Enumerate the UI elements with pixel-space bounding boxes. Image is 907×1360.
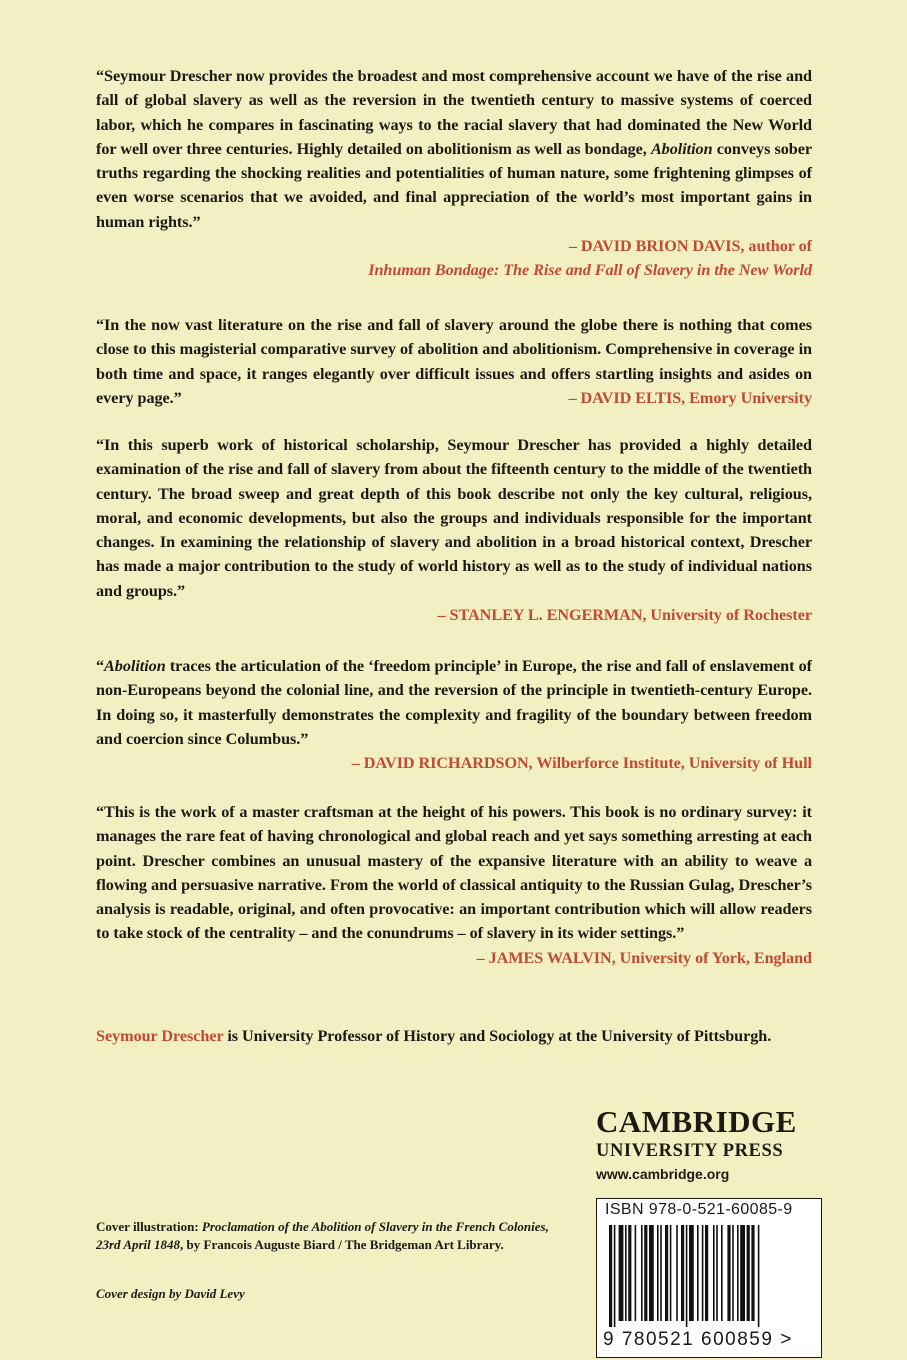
barcode-bar — [665, 1225, 668, 1321]
quote-text: “This is the work of a master craftsman at the height of his powers. This book is no ordinary survey: it manages the rare feat of having chronological and global reach and yet says something arresting at each point. Drescher combines an unusual mastery of the expansive literature with an ability to weave a flowing and persuasive narrative. From the world of classical antiquity to the Russian Gulag, Drescher’s analysis is readable, original, and often provocative: an important contribution which will allow readers to take stock of the centrality – and the conundrums – of slavery in its wider settings.” — [96, 803, 812, 943]
barcode-bar — [676, 1225, 678, 1321]
barcode-bar — [628, 1225, 631, 1321]
barcode-bar — [681, 1225, 684, 1321]
barcode-bar — [660, 1225, 662, 1321]
quote-text: “In the now vast literature on the rise and fall of slavery around the globe there is nothing that comes close to this magisterial comparative survey of abolition and abolitionism. Comprehensive in coverage in both time and space, it ranges elegantly over difficult issues and offers startling insights and asides on every page.” – DAVID ELTIS, Emory University — [96, 313, 812, 410]
author-name: Seymour Drescher — [96, 1027, 224, 1045]
cover-design-credit: Cover design by David Levy — [96, 1286, 245, 1301]
isbn-label: ISBN 978-0-521-60085-9 — [605, 1201, 793, 1218]
publisher-subname: UNIVERSITY PRESS — [596, 1141, 784, 1161]
quote-attribution: – DAVID RICHARDSON, Wilberforce Institute, University of Hull — [351, 754, 812, 773]
barcode-bar — [641, 1225, 643, 1321]
barcode-icon — [609, 1225, 809, 1327]
isbn-barcode-box — [596, 1198, 822, 1358]
barcode-bar — [713, 1225, 715, 1321]
review-quote-4 — [96, 654, 812, 775]
author-bio — [96, 1024, 812, 1048]
review-quote-5 — [96, 800, 812, 970]
barcode-bar — [670, 1225, 672, 1321]
barcode-bar — [721, 1225, 723, 1321]
barcode-bar — [727, 1225, 730, 1321]
barcode-bar — [686, 1225, 688, 1327]
barcode-bar — [751, 1225, 754, 1321]
barcode-bar — [657, 1225, 659, 1321]
attribution-work-title: Inhuman Bondage: The Rise and Fall of Slavery in the New World — [368, 261, 812, 280]
cover-illustration-credit: Cover illustration: Proclamation of the Abolition of Slavery in the French Colonies, 23rd April 1848, by Francois Auguste Biard / The Bridgeman Art Library. — [96, 1219, 549, 1252]
barcode-bar — [732, 1225, 734, 1321]
barcode-bar — [635, 1225, 637, 1321]
quote-text: “In this superb work of historical scholarship, Seymour Drescher has provided a highly detailed examination of the rise and fall of slavery from about the fifteenth century to the middle of the twentieth century. The broad sweep and great depth of this book describe not only the key cultural, religious, moral, and economic developments, but also the groups and individuals responsible for the important changes. In examining the relationship of slavery and abolition in a broad historical context, Drescher has made a major contribution to the study of world history as well as to the study of individual nations and groups.” — [96, 436, 812, 600]
barcode-bar — [625, 1225, 627, 1321]
barcode-number: 9 780521 600859 > — [603, 1329, 793, 1350]
barcode-bar — [702, 1225, 704, 1321]
barcode-bar — [737, 1225, 739, 1321]
review-quote-1 — [96, 64, 812, 283]
quote-attribution: – DAVID BRION DAVIS, author of — [568, 237, 812, 256]
publisher-logo — [596, 1106, 826, 1184]
barcode-bar — [649, 1225, 654, 1321]
quote-text: “Seymour Drescher now provides the broadest and most comprehensive account we have of the rise and fall of global slavery as well as the reversion in the twentieth century to massive systems of coerced labor, which he compares in fascinating ways to the racial slavery that had dominated the New World for well over three centuries. Highly detailed on abolitionism as well as bondage, Abolition conveys sober truths regarding the shocking realities and potentialities of human nature, some frightening glimpses of even worse scenarios that we avoided, and final appreciation of the world’s most important gains in human rights.” — [96, 67, 812, 231]
quote-attribution: – JAMES WALVIN, University of York, England — [476, 948, 812, 967]
barcode-bar — [716, 1225, 718, 1321]
barcode-bar — [697, 1225, 699, 1321]
barcode-bar — [619, 1225, 624, 1321]
barcode-bar — [758, 1225, 760, 1327]
barcode-bar — [689, 1225, 694, 1321]
publisher-name: CAMBRIDGE — [596, 1104, 797, 1139]
quote-attribution: – DAVID ELTIS, Emory University — [568, 388, 812, 407]
barcode-bar — [740, 1225, 745, 1321]
author-bio-text: is University Professor of History and Sociology at the University of Pittsburgh. — [223, 1027, 772, 1045]
publisher-url: www.cambridge.org — [596, 1166, 730, 1182]
barcode-bar — [747, 1225, 750, 1321]
barcode-bar — [614, 1225, 616, 1327]
barcode-bar — [644, 1225, 647, 1321]
barcode-bar — [609, 1225, 612, 1327]
review-quote-2 — [96, 313, 812, 410]
quote-attribution: – STANLEY L. ENGERMAN, University of Rochester — [437, 606, 812, 625]
illustration-title: Proclamation of the Abolition of Slavery in the French Colonies, 23rd April 1848 — [96, 1219, 549, 1252]
review-quote-3 — [96, 433, 812, 627]
barcode-bar — [705, 1225, 708, 1321]
quote-text: “Abolition traces the articulation of the ‘freedom principle’ in Europe, the rise and fall of enslavement of non-Europeans beyond the colonial line, and the reversion of the principle in twentieth-century Europe. In doing so, it masterfully demonstrates the complexity and fragility of the boundary between freedom and coercion since Columbus.” — [96, 657, 812, 748]
